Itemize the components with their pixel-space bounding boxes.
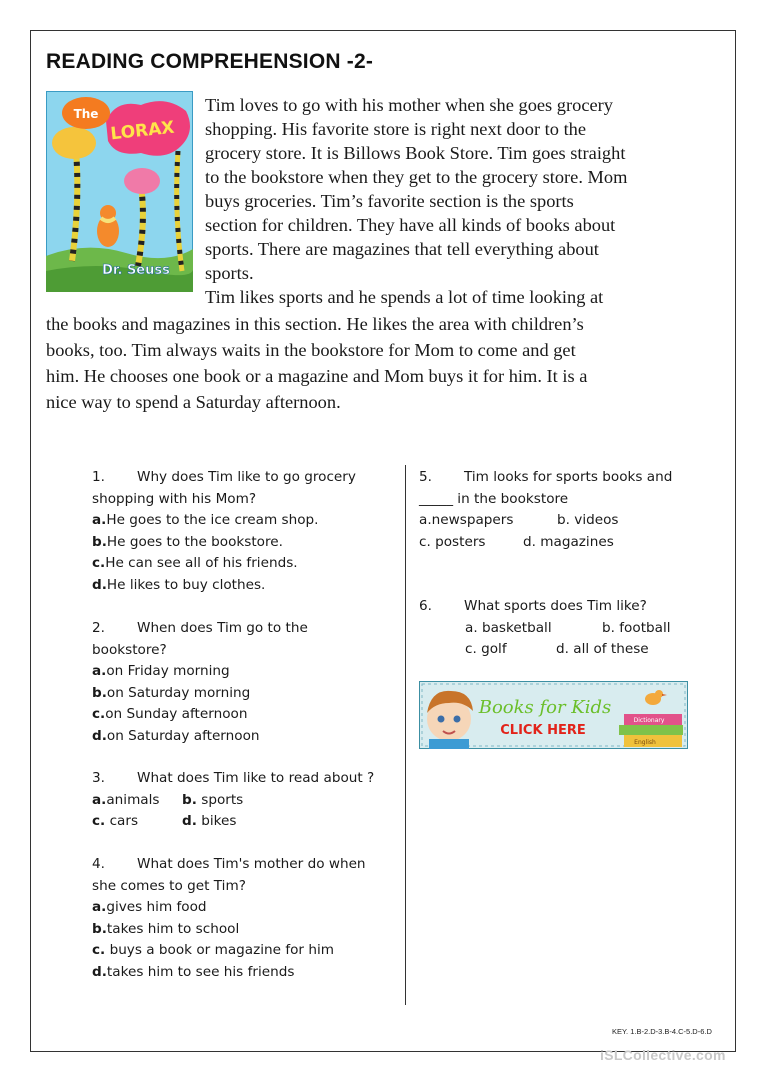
question-6 (419, 596, 719, 666)
option-a[interactable]: a.newspapers (419, 512, 514, 528)
books-for-kids-banner[interactable] (419, 681, 688, 749)
book-label: English (634, 739, 656, 746)
question-number: 2. (92, 620, 105, 636)
question-text: What does Tim like to read about ? (137, 770, 375, 786)
story-line: books, too. Tim always waits in the bookstore for Mom to come and get (46, 340, 576, 360)
option-b[interactable]: b. sports (182, 791, 244, 808)
question-text: What sports does Tim like? (464, 598, 647, 614)
option-b[interactable]: b.on Saturday morning (92, 684, 251, 701)
question-4 (92, 854, 366, 983)
cover-title: LORAX (109, 117, 176, 145)
story-line: the books and magazines in this section. He likes the area with children’s (46, 314, 584, 334)
option-d[interactable]: d. magazines (523, 533, 614, 550)
lorax-book-cover (46, 91, 193, 292)
cover-title-small: The (73, 107, 99, 121)
question-5 (419, 467, 719, 557)
story-line: nice way to spend a Saturday afternoon. (46, 392, 341, 412)
question-3 (92, 768, 402, 838)
option-b[interactable]: b. football (602, 619, 671, 636)
option-c[interactable]: c.He can see all of his friends. (92, 555, 298, 571)
cover-author: Dr. Seuss (102, 263, 170, 278)
question-number: 1. (92, 469, 105, 485)
option-d[interactable]: d. all of these (556, 641, 649, 657)
book-label: Dictionary (633, 717, 665, 724)
question-number: 6. (419, 598, 432, 614)
question-text: bookstore? (92, 641, 167, 658)
story-line: buys groceries. Tim’s favorite section is the sports (205, 191, 574, 211)
story-line: shopping. His favorite store is right next door to the (205, 119, 587, 139)
story-line-second-paragraph (205, 285, 603, 309)
question-text: Why does Tim like to go grocery (137, 469, 356, 485)
story-full-width (46, 311, 736, 415)
story-line: Tim loves to go with his mother when she goes grocery (205, 95, 613, 115)
worksheet-title: READING COMPREHENSION -2- (46, 50, 374, 73)
option-a[interactable]: a.on Friday morning (92, 663, 230, 679)
option-c[interactable]: c. posters (419, 533, 486, 550)
option-a[interactable]: a.gives him food (92, 899, 207, 915)
question-text: What does Tim's mother do when (137, 856, 366, 872)
option-c[interactable]: c. golf (465, 641, 507, 657)
banner-cta: CLICK HERE (500, 723, 586, 738)
option-c[interactable]: c.on Sunday afternoon (92, 706, 248, 722)
story-line: grocery store. It is Billows Book Store. Tim goes straight (205, 143, 626, 163)
story-line: sports. (205, 263, 254, 283)
option-a[interactable]: a. basketball (465, 619, 552, 636)
question-number: 4. (92, 856, 105, 872)
story-line: to the bookstore when they get to the grocery store. Mom (205, 167, 628, 187)
option-c[interactable]: c. buys a book or magazine for him (92, 942, 334, 958)
question-number: 3. (92, 770, 105, 786)
question-text: _____ in the bookstore (419, 490, 569, 507)
question-text: shopping with his Mom? (92, 490, 257, 507)
option-c[interactable]: c. cars (92, 813, 139, 829)
story-line: him. He chooses one book or a magazine and Mom buys it for him. It is a (46, 366, 588, 386)
question-text: When does Tim go to the (137, 620, 308, 636)
story-wrapped (205, 93, 735, 285)
option-b[interactable]: b. videos (557, 512, 619, 528)
option-a[interactable]: a.He goes to the ice cream shop. (92, 512, 319, 528)
option-d[interactable]: d.He likes to buy clothes. (92, 576, 266, 593)
question-text: she comes to get Tim? (92, 877, 246, 894)
story-line: sports. There are magazines that tell everything about (205, 239, 599, 259)
option-d[interactable]: d. bikes (182, 813, 237, 829)
story-line: Tim likes sports and he spends a lot of time looking at (205, 287, 604, 307)
question-2 (92, 618, 308, 747)
option-d[interactable]: d.on Saturday afternoon (92, 727, 260, 744)
answer-key: KEY. 1.B-2.D-3.B-4.C-5.D-6.D (612, 1027, 712, 1036)
question-1 (92, 467, 356, 596)
option-d[interactable]: d.takes him to see his friends (92, 963, 295, 980)
column-divider (405, 465, 406, 1005)
story-line: section for children. They have all kinds of books about (205, 215, 616, 235)
option-b[interactable]: b.takes him to school (92, 920, 240, 937)
question-text: Tim looks for sports books and (464, 469, 673, 485)
option-b[interactable]: b.He goes to the bookstore. (92, 533, 283, 550)
banner-heading: Books for Kids (478, 697, 612, 718)
question-number: 5. (419, 469, 432, 485)
option-a[interactable]: a.animals (92, 791, 160, 808)
watermark: iSLCollective.com (600, 1047, 726, 1063)
